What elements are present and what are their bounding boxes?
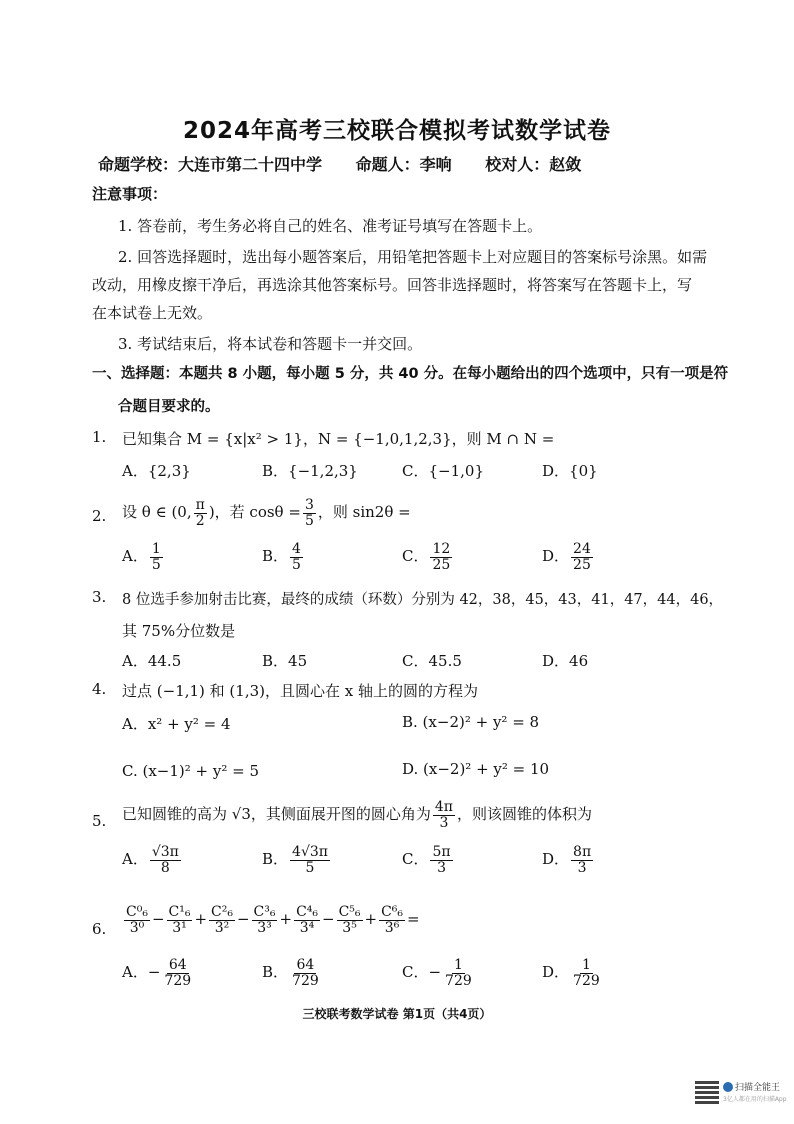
fraction-den: 729 xyxy=(573,972,600,989)
option-label: A．− xyxy=(122,963,161,982)
fraction-num: C⁰₆ xyxy=(126,904,148,920)
fraction xyxy=(571,542,593,572)
option-a: A．{2,3} xyxy=(122,462,191,480)
fraction-den: 3³ xyxy=(257,919,272,936)
fraction-num: 4 xyxy=(292,541,301,557)
fraction xyxy=(252,905,278,935)
fraction-num: C⁴₆ xyxy=(296,904,318,920)
stem-text: ，则 sin2θ = xyxy=(317,503,411,522)
section-heading-cont: 合题目要求的。 xyxy=(118,399,220,415)
option-label: D． xyxy=(542,547,570,566)
fraction xyxy=(194,498,207,528)
fraction-den: 5 xyxy=(292,556,301,573)
option-c: C．{−1,0} xyxy=(402,462,484,480)
option-d xyxy=(542,958,604,988)
stem-text: 设 θ ∈ (0, xyxy=(122,503,192,522)
fraction xyxy=(303,498,316,528)
fraction-den: 3⁶ xyxy=(384,919,400,936)
stem-text: ，则该圆锥的体积为 xyxy=(456,805,592,824)
fraction xyxy=(150,845,181,875)
question-stem xyxy=(122,498,411,528)
option-c xyxy=(402,958,476,988)
fraction-den: 3¹ xyxy=(172,919,187,936)
option-a xyxy=(122,542,165,572)
fraction xyxy=(162,958,193,988)
notice-item: 1. 答卷前，考生务必将自己的姓名、准考证号填写在答题卡上。 xyxy=(118,217,543,235)
notice-item: 在本试卷上无效。 xyxy=(92,304,213,322)
option-d xyxy=(542,542,595,572)
equals-sign: = xyxy=(407,910,420,929)
term-sign: + xyxy=(279,910,293,929)
option-b: B．45 xyxy=(262,652,308,670)
term-sign: − xyxy=(151,910,165,929)
option-b: B. (x−2)² + y² = 8 xyxy=(402,713,540,731)
fraction xyxy=(430,542,452,572)
question-number: 3. xyxy=(92,588,107,606)
option-label: B． xyxy=(262,963,289,982)
meta-proof: 校对人：赵敛 xyxy=(485,155,582,174)
fraction-num: 5π xyxy=(432,844,451,860)
fraction-num: 12 xyxy=(432,541,451,557)
fraction-den: 3⁵ xyxy=(342,919,357,936)
fraction-den: 25 xyxy=(432,556,451,573)
option-b xyxy=(262,542,305,572)
fraction-den: 3 xyxy=(439,814,449,831)
question-number: 2. xyxy=(92,507,107,525)
question-stem xyxy=(122,905,420,935)
option-d: D．{0} xyxy=(542,462,598,480)
fraction-num: C⁶₆ xyxy=(381,904,404,920)
scanner-brand: 扫描全能王 xyxy=(735,1083,781,1093)
fraction-num: C²₆ xyxy=(211,904,233,920)
option-b: B．{−1,2,3} xyxy=(262,462,358,480)
fraction-num: π xyxy=(195,497,205,513)
option-label: C． xyxy=(402,850,429,869)
meta-author: 命题人：李响 xyxy=(355,155,452,174)
scanner-watermark xyxy=(695,1080,785,1106)
option-label: A． xyxy=(122,547,148,566)
fraction-num: C³₆ xyxy=(253,904,276,920)
fraction xyxy=(209,905,235,935)
option-a xyxy=(122,845,183,875)
fraction-den: 5 xyxy=(305,859,315,876)
fraction-num: C¹₆ xyxy=(168,904,191,920)
fraction-den: 8 xyxy=(160,859,170,876)
fraction-den: 3 xyxy=(577,859,587,876)
fraction-den: 729 xyxy=(292,972,319,989)
fraction-den: 2 xyxy=(195,512,205,529)
fraction xyxy=(337,905,363,935)
fraction-num: 1 xyxy=(581,957,591,973)
fraction xyxy=(124,905,150,935)
fraction-den: 729 xyxy=(164,972,192,989)
section-heading: 一、选择题：本题共 8 小题，每小题 5 分，共 40 分。在每小题给出的四个选项中，只有一项是符 xyxy=(92,366,729,382)
option-a xyxy=(122,958,195,988)
option-label: A． xyxy=(122,850,148,869)
fraction-num: 64 xyxy=(168,957,187,973)
fraction-den: 3² xyxy=(214,919,230,936)
fraction xyxy=(430,845,452,875)
fraction xyxy=(379,905,405,935)
question-stem: 过点 (−1,1) 和 (1,3)，且圆心在 x 轴上的圆的方程为 xyxy=(122,682,478,700)
page-footer: 三校联考数学试卷 第1页（共4页） xyxy=(302,1007,492,1021)
fraction-den: 3 xyxy=(437,859,446,876)
term-sign: − xyxy=(322,910,335,929)
option-c xyxy=(402,845,455,875)
fraction xyxy=(571,845,593,875)
fraction-num: C⁵₆ xyxy=(338,904,361,920)
fraction-den: 5 xyxy=(151,556,161,573)
fraction xyxy=(571,958,602,988)
fraction-num: 64 xyxy=(296,957,315,973)
question-number: 4. xyxy=(92,680,107,698)
question-number: 5. xyxy=(92,812,107,830)
stem-text: 已知圆锥的高为 √3，其侧面展开图的圆心角为 xyxy=(122,805,431,824)
page-title: 2024年高考三校联合模拟考试数学试卷 xyxy=(182,118,611,144)
option-d: D．46 xyxy=(542,652,589,670)
option-label: C． xyxy=(402,547,429,566)
option-label: C．− xyxy=(402,963,442,982)
option-c xyxy=(402,542,454,572)
notice-item: 改动，用橡皮擦干净后，再选涂其他答案标号。回答非选择题时，将答案写在答题卡上，写 xyxy=(92,276,693,294)
fraction xyxy=(167,905,193,935)
question-stem: 8 位选手参加射击比赛，最终的成绩（环数）分别为 42，38，45，43，41，47，44，46， xyxy=(122,592,724,608)
term-sign: + xyxy=(364,910,378,929)
option-d xyxy=(542,845,595,875)
option-b xyxy=(262,845,332,875)
meta-school: 命题学校：大连市第二十四中学 xyxy=(98,155,323,174)
option-a: A．44.5 xyxy=(122,652,182,670)
option-label: D． xyxy=(542,963,570,982)
fraction xyxy=(433,800,455,830)
option-a: A．x² + y² = 4 xyxy=(122,715,231,733)
stem-text: )，若 cosθ = xyxy=(208,503,301,522)
fraction xyxy=(443,958,474,988)
fraction-den: 729 xyxy=(445,972,472,989)
fraction-num: √3π xyxy=(151,844,179,860)
question-stem xyxy=(122,800,592,830)
fraction-num: 3 xyxy=(304,497,314,513)
fraction-num: 8π xyxy=(573,844,592,860)
option-c: C. (x−1)² + y² = 5 xyxy=(122,762,260,780)
notice-heading: 注意事项： xyxy=(92,185,168,203)
option-b xyxy=(262,958,323,988)
question-stem-cont: 其 75%分位数是 xyxy=(122,622,236,640)
fraction-num: 4√3π xyxy=(292,844,328,860)
qr-code-icon xyxy=(695,1080,719,1104)
option-c: C．45.5 xyxy=(402,652,462,670)
fraction-den: 5 xyxy=(304,512,314,529)
fraction-den: 3⁴ xyxy=(299,919,315,936)
term-sign: + xyxy=(194,910,208,929)
exam-meta xyxy=(98,152,609,175)
fraction-num: 1 xyxy=(151,541,161,557)
fraction-num: 1 xyxy=(453,957,463,973)
term-sign: − xyxy=(236,910,250,929)
option-label: B． xyxy=(262,850,289,869)
option-d: D. (x−2)² + y² = 10 xyxy=(402,760,550,778)
fraction xyxy=(150,542,163,572)
option-label: D． xyxy=(542,850,570,869)
question-number: 1. xyxy=(92,428,107,446)
fraction-num: 4π xyxy=(434,799,453,815)
scanner-tagline: 3亿人都在用的扫描App xyxy=(723,1096,787,1103)
notice-item: 2. 回答选择题时，选出每小题答案后，用铅笔把答题卡上对应题目的答案标号涂黑。如需 xyxy=(118,248,708,266)
question-number: 6. xyxy=(92,920,107,938)
fraction-num: 24 xyxy=(573,541,591,557)
fraction-den: 25 xyxy=(573,556,591,573)
scanner-logo-icon xyxy=(723,1082,733,1092)
fraction xyxy=(290,845,330,875)
option-label: B． xyxy=(262,547,289,566)
question-stem: 已知集合 M = {x|x² > 1}，N = {−1,0,1,2,3}，则 M ∩ N = xyxy=(122,430,555,448)
fraction xyxy=(290,958,321,988)
fraction-den: 3⁰ xyxy=(129,919,145,936)
fraction xyxy=(290,542,303,572)
notice-item: 3. 考试结束后，将本试卷和答题卡一并交回。 xyxy=(118,335,423,353)
fraction xyxy=(294,905,320,935)
